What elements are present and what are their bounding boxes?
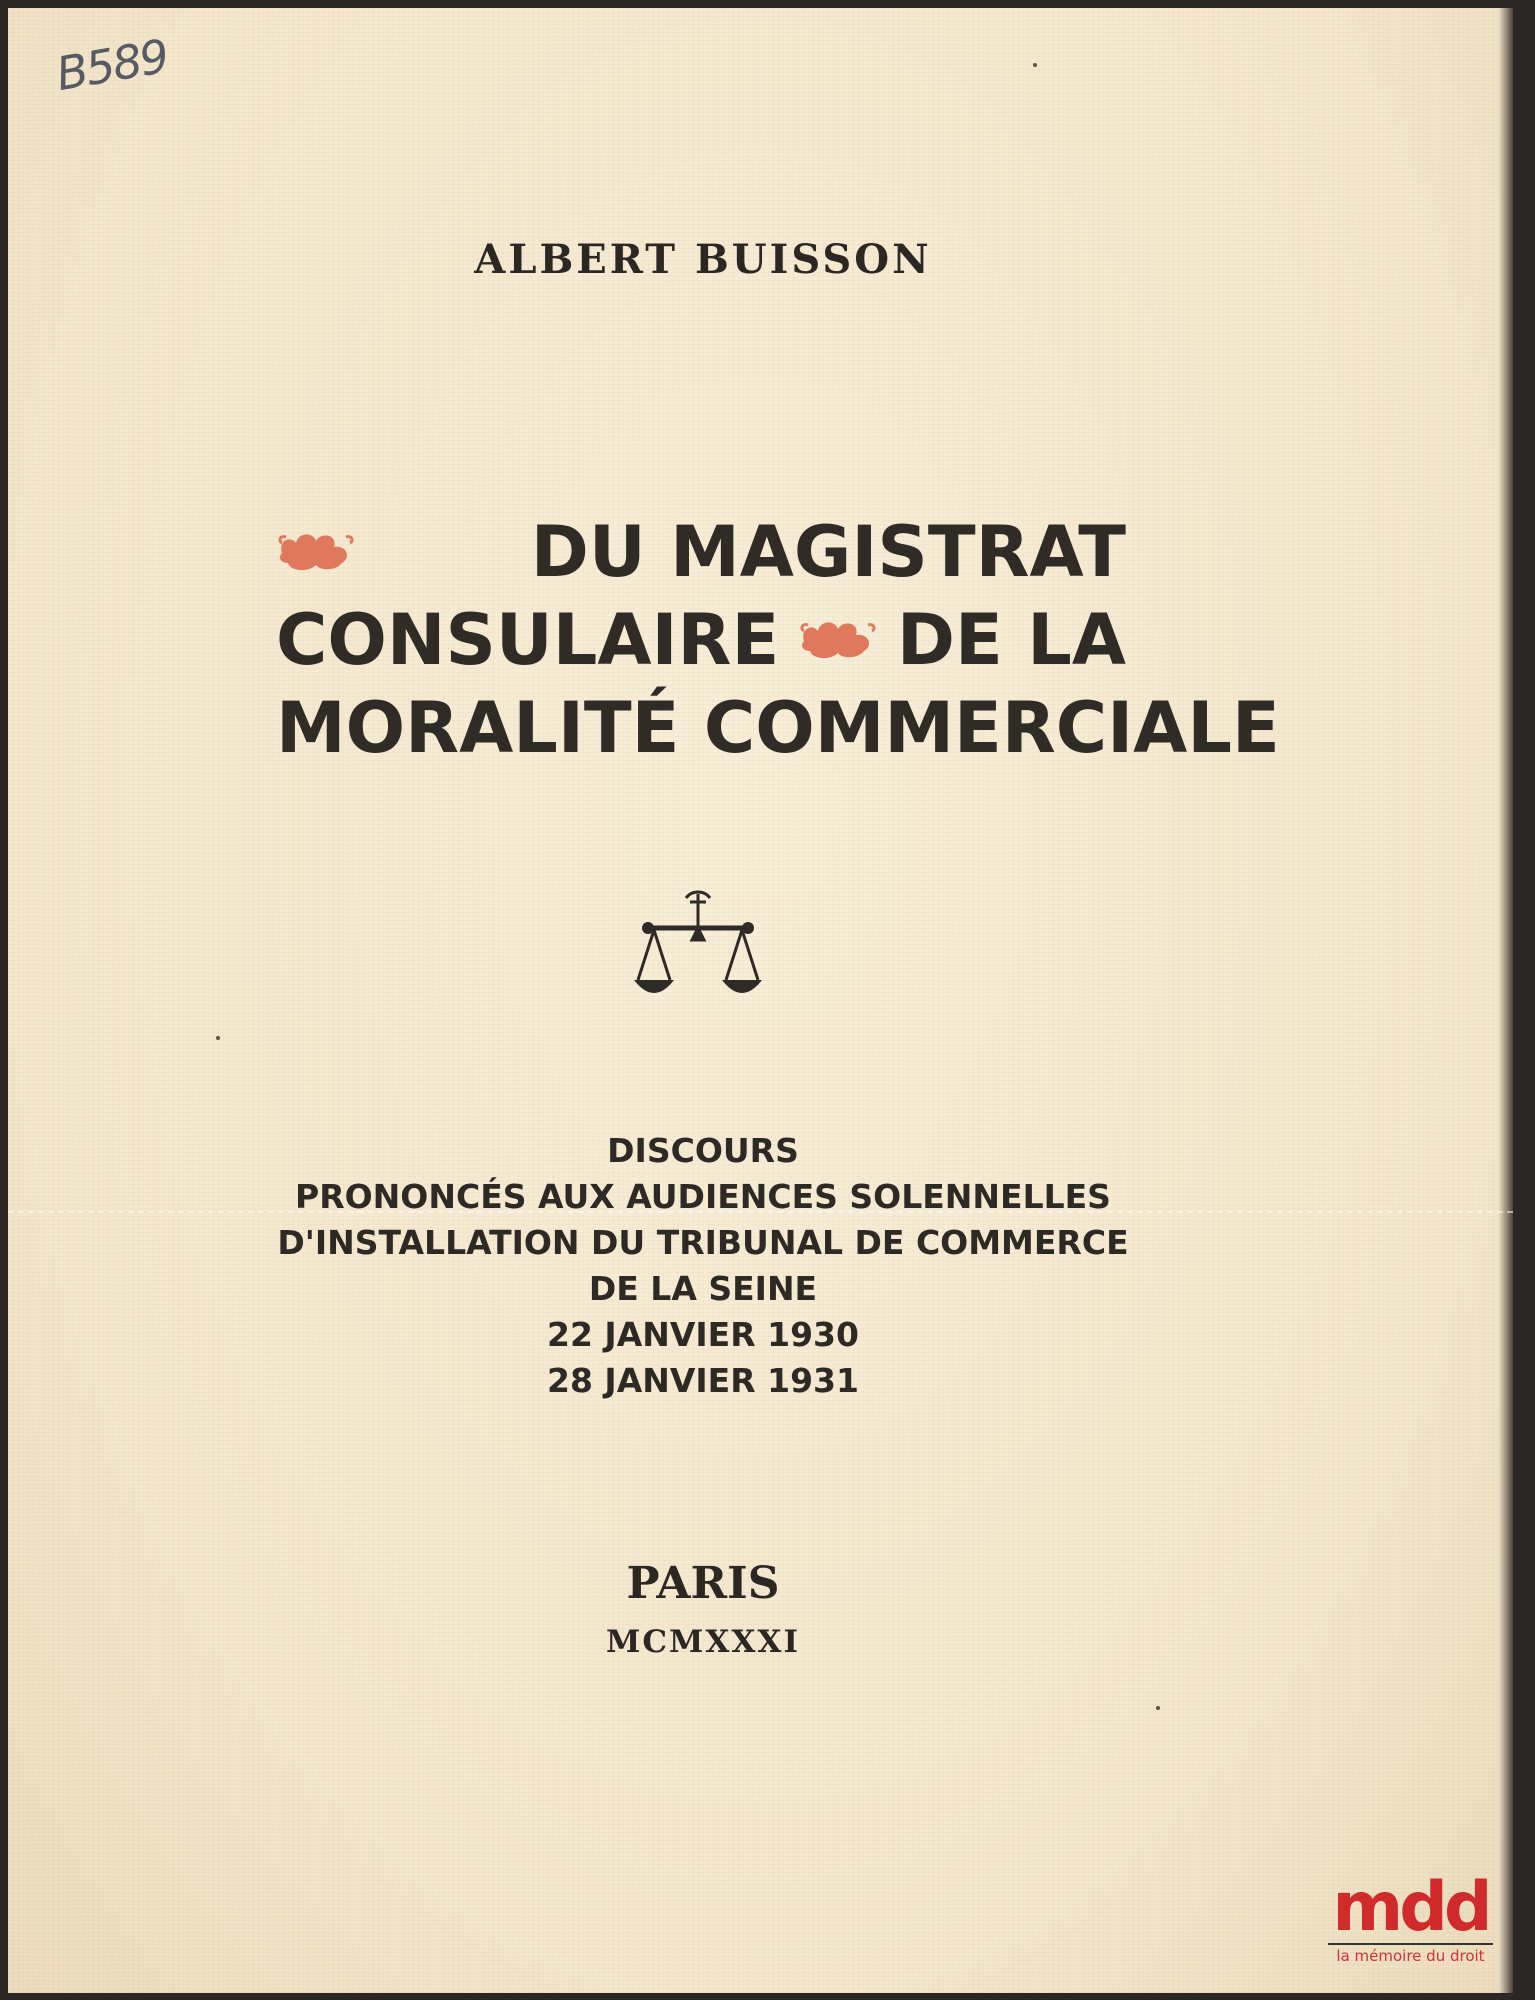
speech-line-1: DISCOURS [607,1131,799,1170]
floral-ornament-icon [276,527,356,577]
speech-line-3: D'INSTALLATION DU TRIBUNAL DE COMMERCE [277,1223,1129,1262]
speech-description [8,1128,1398,1404]
floral-ornament-icon [798,615,878,665]
author-name: ALBERT BUISSON [474,236,932,283]
title-line-1 [276,508,1126,596]
title-line-3-text: MORALITÉ COMMERCIALE [276,687,1280,769]
book-title [276,508,1280,772]
speech-line-2: PRONONCÉS AUX AUDIENCES SOLENNELLES [295,1177,1111,1216]
paper-speck [1033,63,1037,67]
handwritten-shelfmark: B589 [52,28,172,102]
title-line-1-text: DU MAGISTRAT [530,511,1126,593]
logo-tagline: la mémoire du droit [1328,1943,1493,1965]
speech-line-5: 22 JANVIER 1930 [547,1315,859,1354]
scales-of-justice-icon [630,888,766,1013]
title-line-2a-text: CONSULAIRE [276,599,780,681]
title-line-2 [276,596,1126,684]
title-line-2b-text: DE LA [896,599,1126,681]
mdd-watermark-logo [1328,1868,1493,1965]
speech-line-6: 28 JANVIER 1931 [547,1361,859,1400]
publication-place: PARIS [626,1558,780,1609]
title-line-3 [276,684,1280,772]
book-cover-page [8,8,1513,1993]
paper-speck [216,1036,220,1040]
speech-line-4: DE LA SEINE [588,1269,818,1308]
page-edge-shadow [1499,8,1513,1993]
paper-speck [1156,1706,1160,1710]
logo-mark: mdd [1332,1868,1489,1947]
publication-year: MCMXXXI [606,1624,800,1660]
